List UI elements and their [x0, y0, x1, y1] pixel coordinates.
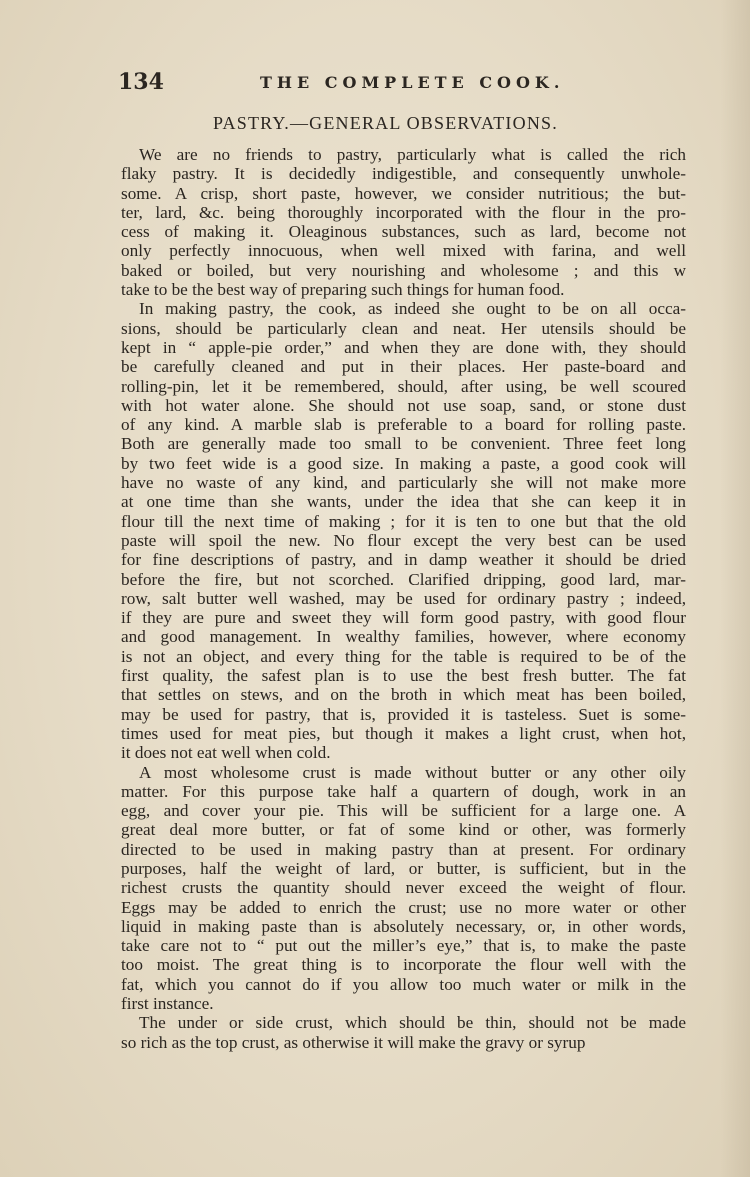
text-line: some. A crisp, short paste, however, we consider nutritious; the but- — [121, 183, 686, 203]
text-line: with hot water alone. She should not use soap, sand, or stone dust — [121, 395, 686, 415]
text-line: directed to be used in making pastry than at present. For ordinary — [121, 839, 686, 859]
text-line: baked or boiled, but very nourishing and wholesome ; and this w — [121, 260, 686, 280]
text-line: of any kind. A marble slab is preferable to a board for rolling paste. — [121, 415, 686, 435]
text-line: richest crusts the quantity should never exceed the weight of flour. — [121, 878, 686, 898]
text-line: Both are generally made too small to be convenient. Three feet long — [121, 434, 686, 454]
page-number: 134 — [118, 69, 164, 95]
text-line: first quality, the safest plan is to use the best fresh butter. The fat — [121, 666, 686, 686]
text-line: be carefully cleaned and put in their places. Her paste-board and — [121, 357, 686, 377]
text-line: We are no friends to pastry, particularly what is called the rich — [139, 145, 686, 164]
text-line: is not an object, and every thing for the table is required to be of the — [121, 646, 686, 666]
text-line: row, salt butter well washed, may be used for ordinary pastry ; indeed, — [121, 588, 686, 608]
section-heading: PASTRY.—GENERAL OBSERVATIONS. — [213, 113, 558, 133]
page-header — [118, 69, 688, 99]
text-line: Eggs may be added to enrich the crust; use no more water or other — [121, 897, 686, 917]
text-line: cess of making it. Oleaginous substances, such as lard, become not — [121, 222, 686, 242]
running-head: THE COMPLETE COOK. — [260, 73, 565, 92]
text-line: before the fire, but not scorched. Clarified dripping, good lard, mar- — [121, 569, 686, 589]
text-line: it does not eat well when cold. — [121, 743, 331, 763]
text-line: and good management. In wealthy families, however, where economy — [121, 627, 686, 647]
text-line: flaky pastry. It is decidedly indigestible, and consequently unwhole- — [121, 164, 686, 184]
text-line: for fine descriptions of pastry, and in damp weather it should be dried — [121, 550, 686, 570]
body-text — [121, 145, 686, 1052]
paragraph — [121, 763, 686, 1014]
text-line: at one time than she wants, under the idea that she can keep it in — [121, 492, 686, 512]
text-line: rolling-pin, let it be remembered, should, after using, be well scoured — [121, 376, 686, 396]
text-line: may be used for pastry, that is, provided it is tasteless. Suet is some- — [121, 704, 686, 724]
text-line: fat, which you cannot do if you allow too much water or milk in the — [121, 974, 686, 994]
text-line: too moist. The great thing is to incorporate the flour well with the — [121, 955, 686, 975]
text-line: matter. For this purpose take half a quartern of dough, work in an — [121, 781, 686, 801]
page-edge-shadow — [720, 0, 750, 1177]
text-line: by two feet wide is a good size. In making a paste, a good cook will — [121, 453, 686, 473]
text-line: paste will spoil the new. No flour except the very best can be used — [121, 530, 686, 550]
text-line: that settles on stews, and on the broth in which meat has been boiled, — [121, 685, 686, 705]
text-line: sions, should be particularly clean and neat. Her utensils should be — [121, 318, 686, 338]
text-line: A most wholesome crust is made without butter or any other oily — [139, 762, 686, 782]
text-line: take to be the best way of preparing such things for human food. — [121, 280, 565, 300]
text-line: purposes, half the weight of lard, or butter, is sufficient, but in the — [121, 858, 686, 878]
text-line: liquid in making paste than is absolutely necessary, or, in other words, — [121, 916, 686, 936]
text-line: In making pastry, the cook, as indeed she ought to be on all occa- — [139, 299, 686, 319]
text-line: so rich as the top crust, as otherwise it will make the gravy or syrup — [121, 1032, 586, 1052]
text-line: kept in “ apple-pie order,” and when they are done with, they should — [121, 337, 686, 357]
text-line: have no waste of any kind, and particularly she will not make more — [121, 473, 686, 493]
text-line: first instance. — [121, 994, 214, 1014]
text-line: egg, and cover your pie. This will be sufficient for a large one. A — [121, 801, 686, 821]
text-line: flour till the next time of making ; for it is ten to one but that the old — [121, 511, 686, 531]
text-line: take care not to “ put out the miller’s eye,” that is, to make the paste — [121, 936, 686, 956]
text-line: times used for meat pies, but though it makes a light crust, when hot, — [121, 723, 686, 743]
text-line: if they are pure and sweet they will form good pastry, with good flour — [121, 608, 686, 628]
text-line: ter, lard, &c. being thoroughly incorporated with the flour in the pro- — [121, 202, 686, 222]
text-line: The under or side crust, which should be thin, should not be made — [139, 1013, 686, 1033]
paragraph — [121, 145, 686, 299]
text-line: only perfectly innocuous, when well mixed with farina, and well — [121, 241, 686, 261]
paragraph — [121, 299, 686, 762]
paragraph — [121, 1013, 686, 1052]
text-line: great deal more butter, or fat of some kind or other, was formerly — [121, 820, 686, 840]
